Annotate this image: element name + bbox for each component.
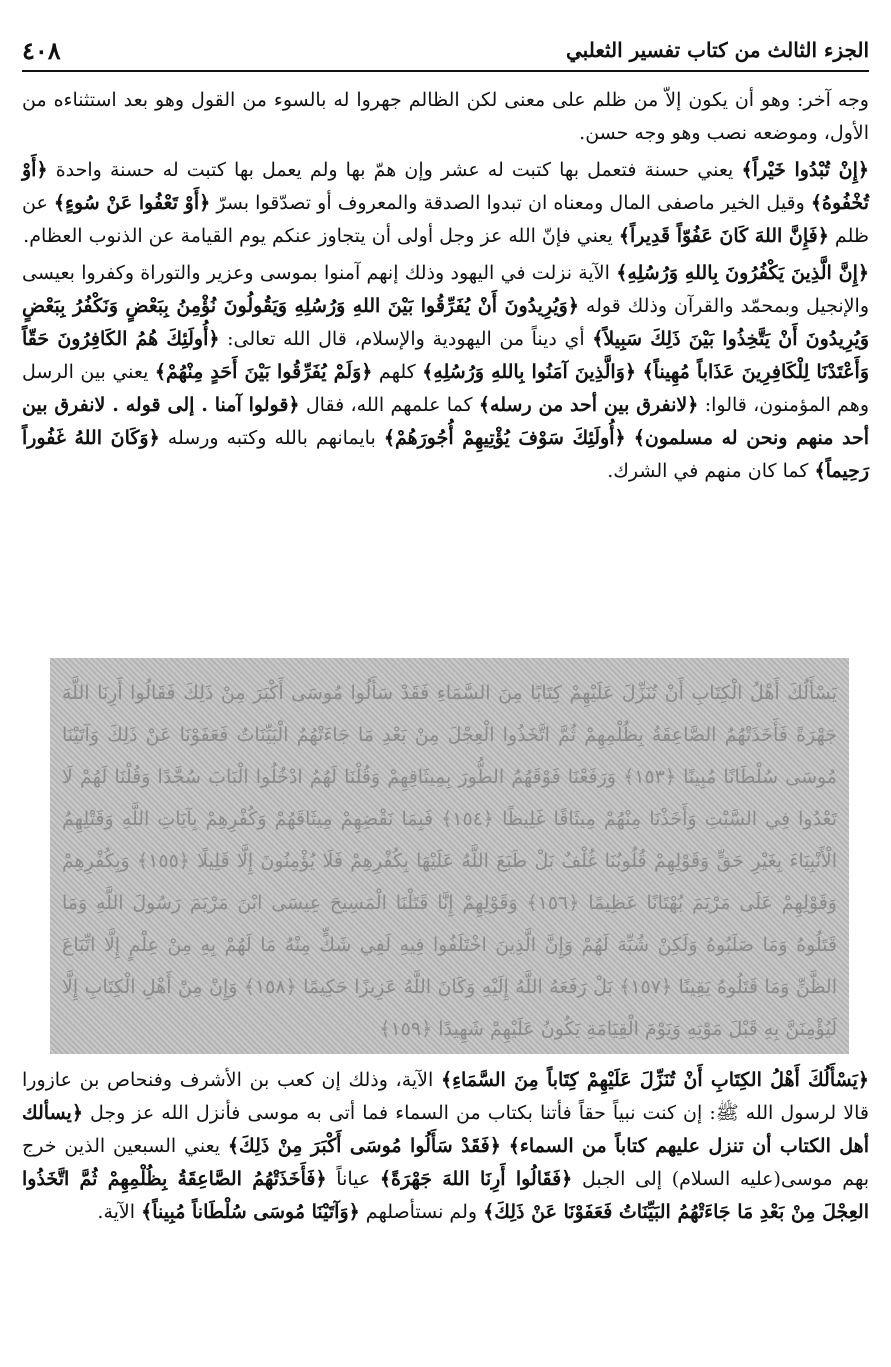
commentary-text: الآية، وذلك إن كعب بن الأشرف وفنحاص بن عازورا قالا لرسول الله ﷺ: إن كنت نبياً حقاً فأتنا بكتاب من السماء فما أتى به موسى فأنزل الله عز وجل bbox=[22, 1069, 869, 1124]
quran-quote: ﴿وَالَّذِينَ آمَنُوا بِاللهِ وَرُسُلِهِ﴾ bbox=[422, 361, 637, 383]
quran-quote: ﴿فَإِنَّ اللهَ كَانَ عَفُوّاً قَدِيراً﴾ bbox=[618, 225, 829, 247]
commentary-text: كما علمهم الله، فقال bbox=[299, 394, 479, 416]
quran-quote: ﴿وَيُرِيدُونَ أَنْ يُفَرِّقُوا بَيْنَ اللهِ وَرُسُلِهِ وَيَقُولُونَ نُؤْمِنُ بِبَعْضٍ وَنَكْفُرُ بِبَعْضٍ وَيُرِيدُونَ أَنْ يَتَّخِذُوا بَيْنَ ذَلِكَ سَبِيلاً﴾ bbox=[22, 295, 869, 350]
commentary-text: أي ديناً من اليهودية والإسلام، قال الله تعالى: bbox=[219, 328, 593, 350]
quran-quote: ﴿وَلَمْ يُفَرِّقُوا بَيْنَ أَحَدٍ مِنْهُمْ﴾ bbox=[154, 361, 373, 383]
commentary-text: بايمانهم بالله وكتبه ورسله bbox=[159, 427, 384, 449]
quran-quote: ﴿يسألك أهل الكتاب أن تنزل عليهم كتاباً من السماء﴾ bbox=[22, 1102, 869, 1157]
commentary-text: يعني بين الرسل وهم المؤمنون، قالوا: bbox=[22, 361, 869, 416]
commentary-text: الآية. bbox=[97, 1201, 142, 1223]
quran-quote: ﴿فَقَالُوا أَرِنَا اللهَ جَهْرَةً﴾ bbox=[379, 1168, 573, 1190]
commentary-text: عياناً bbox=[326, 1168, 380, 1190]
commentary-text: ولم نستأصلهم bbox=[359, 1201, 484, 1223]
quran-verse-panel bbox=[50, 658, 849, 1054]
running-title: الجزء الثالث من كتاب تفسير الثعلبي bbox=[566, 38, 869, 62]
quoted-saying: ﴿لانفرق بين أحد من رسله﴾ bbox=[478, 394, 699, 416]
paragraph-4 bbox=[22, 1064, 869, 1229]
commentary-text: الآية نزلت في اليهود وذلك إنهم آمنوا بموسى وعزير والتوراة وكفروا بعيسى والإنجيل وبمحمّد والقرآن وذلك قوله bbox=[22, 262, 870, 317]
quran-quote: ﴿فَقَدْ سَأَلُوا مُوسَى أَكْبَرَ مِنْ ذَلِكَ﴾ bbox=[227, 1135, 501, 1157]
quran-quote: ﴿إِنْ تُبْدُوا خَيْراً﴾ bbox=[741, 159, 869, 181]
commentary-upper bbox=[22, 84, 869, 492]
quran-quote: ﴿فَأَخَذَتْهُمُ الصَّاعِقَةُ بِظُلْمِهِمْ ثُمَّ اتَّخَذُوا العِجْلَ مِنْ بَعْدِ مَا جَاءَتْهُمُ البَيِّنَاتُ فَعَفَوْنَا عَنْ ذَلِكَ﴾ bbox=[22, 1168, 869, 1223]
verse-text: يَسْأَلُكَ أَهْلُ الْكِتَابِ أَنْ تُنَزِّلَ عَلَيْهِمْ كِتَابًا مِنَ السَّمَاءِ فَقَدْ سَأَلُوا مُوسَى أَكْبَرَ مِنْ ذَلِكَ فَقَالُوا أَرِنَا اللَّهَ جَهْرَةً فَأَخَذَتْهُمُ الصَّاعِقَةُ بِظُلْمِهِمْ ثُمَّ اتَّخَذُوا الْعِجْلَ مِنْ بَعْدِ مَا جَاءَتْهُمُ الْبَيِّنَاتُ فَعَفَوْنَا عَنْ ذَلِكَ وَآتَيْنَا مُوسَى سُلْطَانًا مُبِينًا ﴿١٥٣﴾ وَرَفَعْنَا فَوْقَهُمُ الطُّورَ بِمِيثَاقِهِمْ وَقُلْنَا لَهُمُ ادْخُلُوا الْبَابَ سُجَّدًا وَقُلْنَا لَهُمْ لَا تَعْدُوا فِي السَّبْتِ وَأَخَذْنَا مِنْهُمْ مِيثَاقًا غَلِيظًا ﴿١٥٤﴾ فَبِمَا نَقْضِهِمْ مِيثَاقَهُمْ وَكُفْرِهِمْ بِآيَاتِ اللَّهِ وَقَتْلِهِمُ الْأَنْبِيَاءَ بِغَيْرِ حَقٍّ وَقَوْلِهِمْ قُلُوبُنَا غُلْفٌ بَلْ طَبَعَ اللَّهُ عَلَيْهَا بِكُفْرِهِمْ فَلَا يُؤْمِنُونَ إِلَّا قَلِيلًا ﴿١٥٥﴾ وَبِكُفْرِهِمْ وَقَوْلِهِمْ عَلَى مَرْيَمَ بُهْتَانًا عَظِيمًا ﴿١٥٦﴾ وَقَوْلِهِمْ إِنَّا قَتَلْنَا الْمَسِيحَ عِيسَى ابْنَ مَرْيَمَ رَسُولَ اللَّهِ وَمَا قَتَلُوهُ وَمَا صَلَبُوهُ وَلَكِنْ شُبِّهَ لَهُمْ وَإِنَّ الَّذِينَ اخْتَلَفُوا فِيهِ لَفِي شَكٍّ مِنْهُ مَا لَهُمْ بِهِ مِنْ عِلْمٍ إِلَّا اتِّبَاعَ الظَّنِّ وَمَا قَتَلُوهُ يَقِينًا ﴿١٥٧﴾ بَلْ رَفَعَهُ اللَّهُ إِلَيْهِ وَكَانَ اللَّهُ عَزِيزًا حَكِيمًا ﴿١٥٨﴾ وَإِنْ مِنْ أَهْلِ الْكِتَابِ إِلَّا لَيُؤْمِنَنَّ بِهِ قَبْلَ مَوْتِهِ وَيَوْمَ الْقِيَامَةِ يَكُونُ عَلَيْهِمْ شَهِيدًا ﴿١٥٩﴾ bbox=[62, 682, 838, 1040]
commentary-text: يعني حسنة فتعمل بها كتبت له عشر وإن همّ بها ولم يعمل بها كتبت له حسنة واحدة bbox=[47, 159, 742, 181]
commentary-lower bbox=[22, 1064, 869, 1233]
quran-quote: ﴿أَوْ تَعْفُوا عَنْ سُوءٍ﴾ bbox=[53, 192, 211, 214]
quran-quote: ﴿وَآتَيْنَا مُوسَى سُلْطَاناً مُبِيناً﴾ bbox=[141, 1201, 360, 1223]
commentary-text bbox=[501, 1135, 509, 1157]
quoted-saying: ﴿قولوا آمنا . إلى قوله . لانفرق بين أحد منهم ونحن له مسلمون﴾ bbox=[22, 394, 869, 449]
page-number: ٤٠٨ bbox=[22, 35, 61, 65]
commentary-text: كما كان منهم في الشرك. bbox=[607, 460, 815, 482]
commentary-text: يعني فإنّ الله عز وجل أولى أن يتجاوز عنكم يوم القيامة عن الذنوب العظام. bbox=[23, 225, 619, 247]
quran-quote: ﴿إِنَّ الَّذِينَ يَكْفُرُونَ بِاللهِ وَرُسُلِهِ﴾ bbox=[616, 262, 869, 284]
commentary-text: يعني السبعين الذين خرج بهم موسى(عليه السلام) إلى الجبل bbox=[22, 1135, 869, 1190]
quran-quote: ﴿أُولَئِكَ هُمُ الكَافِرُونَ حَقّاً وَأَعْتَدْنَا لِلْكَافِرِينَ عَذَاباً مُهِيناً﴾ bbox=[22, 328, 870, 383]
page-header bbox=[22, 30, 869, 72]
commentary-text: عن ظلم bbox=[22, 192, 869, 247]
quran-quote: ﴿يَسْأَلُكَ أَهْلُ الكِتَابِ أَنْ تُنَزِّلَ عَلَيْهِمْ كِتَاباً مِنَ السَّمَاءِ﴾ bbox=[440, 1069, 869, 1091]
commentary-text bbox=[626, 427, 634, 449]
paragraph-3 bbox=[22, 257, 869, 488]
quran-quote: ﴿أُولَئِكَ سَوْفَ يُؤْتِيهِمْ أُجُورَهُمْ﴾ bbox=[383, 427, 626, 449]
paragraph-1: وجه آخر: وهو أن يكون إلاّ من ظلم على معنى لكن الظالم جهروا له بالسوء من القول وهو بعد استثناءه من الأول، وموضعه نصب وهو وجه حسن. bbox=[22, 89, 869, 144]
paragraph-2 bbox=[22, 154, 869, 253]
commentary-text: كلهم bbox=[372, 361, 423, 383]
commentary-text: وقيل الخير ماصفى المال ومعناه ان تبدوا الصدقة والمعروف أو تصدّقوا بسرّ bbox=[210, 192, 811, 214]
quran-quote: ﴿أَوْ تُخْفُوهُ﴾ bbox=[22, 159, 869, 214]
quran-quote: ﴿وَكَانَ اللهُ غَفُوراً رَحِيماً﴾ bbox=[22, 427, 869, 482]
